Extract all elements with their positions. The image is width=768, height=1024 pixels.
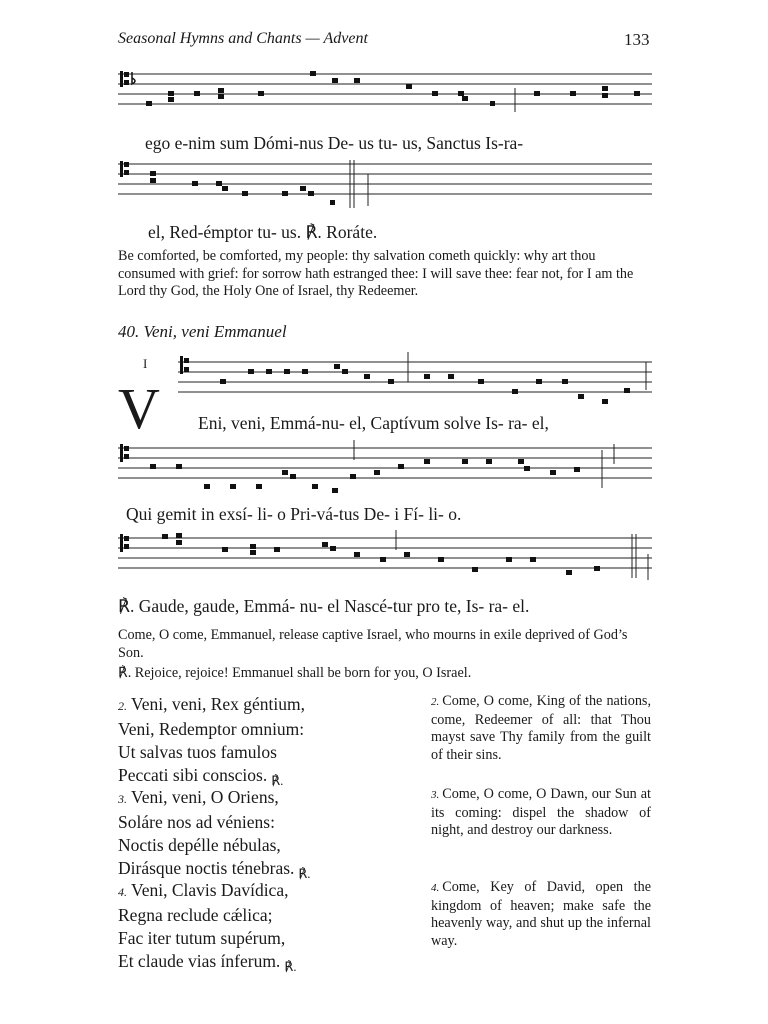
verse-line: Fac iter tutum supérum, bbox=[118, 928, 286, 948]
hymn-lyric-line-2: Qui gemit in exsí- li- o Pri-vá-tus De- i Fí- li- o. bbox=[126, 504, 462, 524]
verse-line: Dirásque noctis ténebras. $_{℟.}$ bbox=[118, 858, 311, 881]
verse-line: Noctis depélle nébulas, bbox=[118, 835, 281, 855]
verse-number: 3. bbox=[118, 792, 127, 806]
running-header-title: Seasonal Hymns and Chants — Advent bbox=[118, 30, 368, 47]
lyric-line-1: ego e-nim sum Dómi-nus De- us tu- us, Sanctus Is-ra- bbox=[145, 133, 524, 153]
verse-number: 4. bbox=[118, 885, 127, 899]
verse-2-english: 2. Come, O come, King of the nations, come, Redeemer of all: that Thou mayst save Thy family from the guilt of their sins. bbox=[431, 693, 651, 763]
staff-3-svg bbox=[178, 352, 652, 412]
staff-2-svg bbox=[118, 156, 652, 212]
verse-2-latin bbox=[118, 693, 305, 788]
staff-4-svg bbox=[118, 440, 652, 500]
staff-5-svg bbox=[118, 530, 652, 588]
verse-line: 3. Veni, veni, O Oriens, bbox=[118, 787, 279, 807]
staff-1-svg bbox=[118, 66, 652, 116]
verse-4-latin bbox=[118, 879, 296, 974]
translation-paragraph-1: Be comforted, be comforted, my people: thy salvation cometh quickly: why art thou consumed with grief: for sorrow hath estranged thee: I will save thee: fear not, for I am the Lord thy God, the Holy One of Israel, thy Redeemer. bbox=[118, 248, 634, 299]
verse-line: Peccati sibi conscios. $_{℟.}$ bbox=[118, 765, 284, 788]
response-mark: ℟. bbox=[271, 773, 284, 788]
hymn-translation: Come, O come, Emmanuel, release captive Israel, who mourns in exile deprived of God’s Son. bbox=[118, 627, 628, 661]
chant-staff-4 bbox=[118, 440, 652, 500]
lyric-line-2: el, Red-émptor tu- us. ℟. Roráte. bbox=[148, 222, 378, 242]
verse-line: 4. Veni, Clavis Davídica, bbox=[118, 880, 289, 900]
verse-line: Soláre nos ad véniens: bbox=[118, 812, 275, 832]
page-number: 133 bbox=[624, 30, 650, 49]
verse-3-latin bbox=[118, 786, 311, 881]
chant-staff-3 bbox=[178, 352, 652, 412]
hymn-lyric-line-3: ℟. Gaude, gaude, Emmá- nu- el Nascé-tur pro te, Is- ra- el. bbox=[118, 596, 530, 616]
hymn-lyric-line-1: Eni, veni, Emmá-nu- el, Captívum solve Is- ra- el, bbox=[198, 413, 549, 433]
hymn-title: 40. Veni, veni Emmanuel bbox=[118, 322, 287, 341]
drop-capital: V bbox=[118, 376, 160, 441]
verse-line: Regna reclude cǽlica; bbox=[118, 905, 273, 925]
response-mark: ℟. bbox=[298, 866, 311, 881]
mode-marker: I bbox=[143, 356, 148, 371]
verse-line: Veni, Redemptor omnium: bbox=[118, 719, 305, 739]
verse-4-english: 4. Come, Key of David, open the kingdom of heaven; make safe the heavenly way, and shut up the infernal way. bbox=[431, 879, 651, 949]
verse-3-english: 3. Come, O come, O Dawn, our Sun at its coming: dispel the shadow of night, and destroy our darkness. bbox=[431, 786, 651, 838]
chant-staff-1 bbox=[118, 66, 652, 116]
hymn-response-translation: ℟. Rejoice, rejoice! Emmanuel shall be born for you, O Israel. bbox=[118, 665, 472, 681]
verse-line: Et claude vias ínferum. $_{℟.}$ bbox=[118, 951, 297, 974]
chant-staff-5 bbox=[118, 530, 652, 588]
verse-number: 2. bbox=[118, 699, 127, 713]
verse-line: 2. Veni, veni, Rex géntium, bbox=[118, 694, 306, 714]
verse-line: Ut salvas tuos famulos bbox=[118, 742, 277, 762]
response-mark: ℟. bbox=[284, 959, 297, 974]
chant-staff-2 bbox=[118, 156, 652, 212]
